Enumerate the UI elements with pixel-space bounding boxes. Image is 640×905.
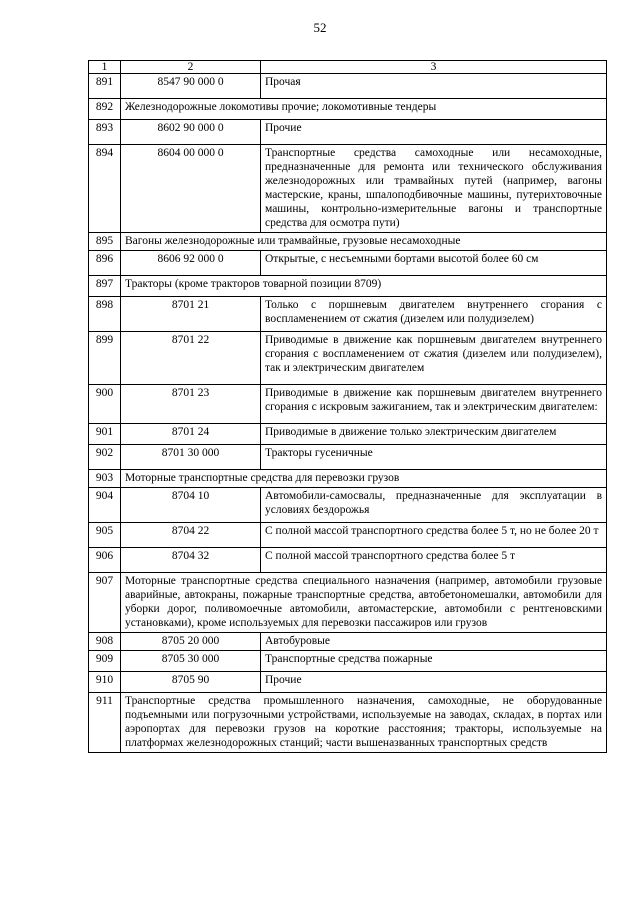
- column-header: 1: [89, 61, 121, 74]
- column-header: 2: [121, 61, 261, 74]
- row-number: 896: [89, 251, 121, 276]
- row-number: 907: [89, 573, 121, 633]
- description-cell: Автобуровые: [261, 633, 607, 651]
- table-row: [89, 424, 607, 445]
- row-number: 904: [89, 488, 121, 523]
- table-row: [89, 693, 607, 753]
- table-row: [89, 120, 607, 145]
- code-cell: 8701 21: [121, 297, 261, 332]
- description-cell: Прочая: [261, 74, 607, 99]
- code-cell: 8701 30 000: [121, 445, 261, 470]
- row-number: 899: [89, 332, 121, 385]
- table-row: [89, 297, 607, 332]
- goods-classification-table: [88, 60, 607, 753]
- table-row: [89, 233, 607, 251]
- code-cell: 8602 90 000 0: [121, 120, 261, 145]
- row-number: 894: [89, 145, 121, 233]
- code-cell: 8705 30 000: [121, 651, 261, 672]
- description-cell: Прочие: [261, 672, 607, 693]
- table-row: [89, 633, 607, 651]
- row-number: 892: [89, 99, 121, 120]
- table-header-row: [89, 61, 607, 74]
- table-row: [89, 385, 607, 424]
- code-cell: 8701 23: [121, 385, 261, 424]
- row-number: 902: [89, 445, 121, 470]
- table-row: [89, 672, 607, 693]
- table-row: [89, 445, 607, 470]
- row-number: 908: [89, 633, 121, 651]
- group-heading-cell: Вагоны железнодорожные или трамвайные, грузовые несамоходные: [121, 233, 607, 251]
- table-row: [89, 548, 607, 573]
- row-number: 905: [89, 523, 121, 548]
- table-row: [89, 276, 607, 297]
- group-heading-cell: Моторные транспортные средства специального назначения (например, автомобили грузовые аварийные, автокраны, пожарные транспортные средства, автобетономешалки, автомобили для уборки дорог, поливомоечные автомобили, автомастерские, автомобили с рентгеновскими установками), кроме используемых для перевозки пассажиров или грузов: [121, 573, 607, 633]
- description-cell: Приводимые в движение как поршневым двигателем внутреннего сгорания с искровым зажиганием, так и электрическим двигателем:: [261, 385, 607, 424]
- table-row: [89, 651, 607, 672]
- table-row: [89, 332, 607, 385]
- code-cell: 8704 32: [121, 548, 261, 573]
- group-heading-cell: Моторные транспортные средства для перевозки грузов: [121, 470, 607, 488]
- table-row: [89, 573, 607, 633]
- code-cell: 8704 22: [121, 523, 261, 548]
- row-number: 911: [89, 693, 121, 753]
- description-cell: Автомобили-самосвалы, предназначенные для эксплуатации в условиях бездорожья: [261, 488, 607, 523]
- description-cell: Приводимые в движение как поршневым двигателем внутреннего сгорания с воспламенением от сжатия (дизелем или полудизелем), так и электрическим двигателем: [261, 332, 607, 385]
- table-row: [89, 99, 607, 120]
- row-number: 895: [89, 233, 121, 251]
- row-number: 891: [89, 74, 121, 99]
- table-row: [89, 145, 607, 233]
- row-number: 910: [89, 672, 121, 693]
- row-number: 909: [89, 651, 121, 672]
- description-cell: С полной массой транспортного средства более 5 т, но не более 20 т: [261, 523, 607, 548]
- description-cell: Тракторы гусеничные: [261, 445, 607, 470]
- code-cell: 8604 00 000 0: [121, 145, 261, 233]
- row-number: 897: [89, 276, 121, 297]
- row-number: 903: [89, 470, 121, 488]
- table-row: [89, 523, 607, 548]
- description-cell: Приводимые в движение только электрическим двигателем: [261, 424, 607, 445]
- table-row: [89, 488, 607, 523]
- code-cell: 8606 92 000 0: [121, 251, 261, 276]
- column-header: 3: [261, 61, 607, 74]
- row-number: 898: [89, 297, 121, 332]
- description-cell: Транспортные средства самоходные или несамоходные, предназначенные для ремонта или технического обслуживания железнодорожных или трамвайных путей (например, вагоны мастерские, краны, шпалоподбивочные машины, путерихтовочные машины, контрольно-измерительные вагоны и транспортные средства для осмотра пути): [261, 145, 607, 233]
- code-cell: 8704 10: [121, 488, 261, 523]
- code-cell: 8705 90: [121, 672, 261, 693]
- description-cell: Транспортные средства пожарные: [261, 651, 607, 672]
- description-cell: С полной массой транспортного средства более 5 т: [261, 548, 607, 573]
- table-row: [89, 251, 607, 276]
- description-cell: Прочие: [261, 120, 607, 145]
- code-cell: 8701 24: [121, 424, 261, 445]
- row-number: 893: [89, 120, 121, 145]
- description-cell: Открытые, с несъемными бортами высотой более 60 см: [261, 251, 607, 276]
- page-number: 52: [313, 20, 327, 35]
- row-number: 906: [89, 548, 121, 573]
- group-heading-cell: Тракторы (кроме тракторов товарной позиции 8709): [121, 276, 607, 297]
- group-heading-cell: Железнодорожные локомотивы прочие; локомотивные тендеры: [121, 99, 607, 120]
- description-cell: Только с поршневым двигателем внутреннего сгорания с воспламенением от сжатия (дизелем или полудизелем): [261, 297, 607, 332]
- table-row: [89, 470, 607, 488]
- row-number: 901: [89, 424, 121, 445]
- code-cell: 8705 20 000: [121, 633, 261, 651]
- row-number: 900: [89, 385, 121, 424]
- table-row: [89, 74, 607, 99]
- code-cell: 8701 22: [121, 332, 261, 385]
- code-cell: 8547 90 000 0: [121, 74, 261, 99]
- group-heading-cell: Транспортные средства промышленного назначения, самоходные, не оборудованные подъемными или погрузочными устройствами, используемые на заводах, складах, в портах или аэропортах для перевозки грузов на короткие расстояния; тракторы, используемые на платформах железнодорожных станций; части вышеназванных транспортных средств: [121, 693, 607, 753]
